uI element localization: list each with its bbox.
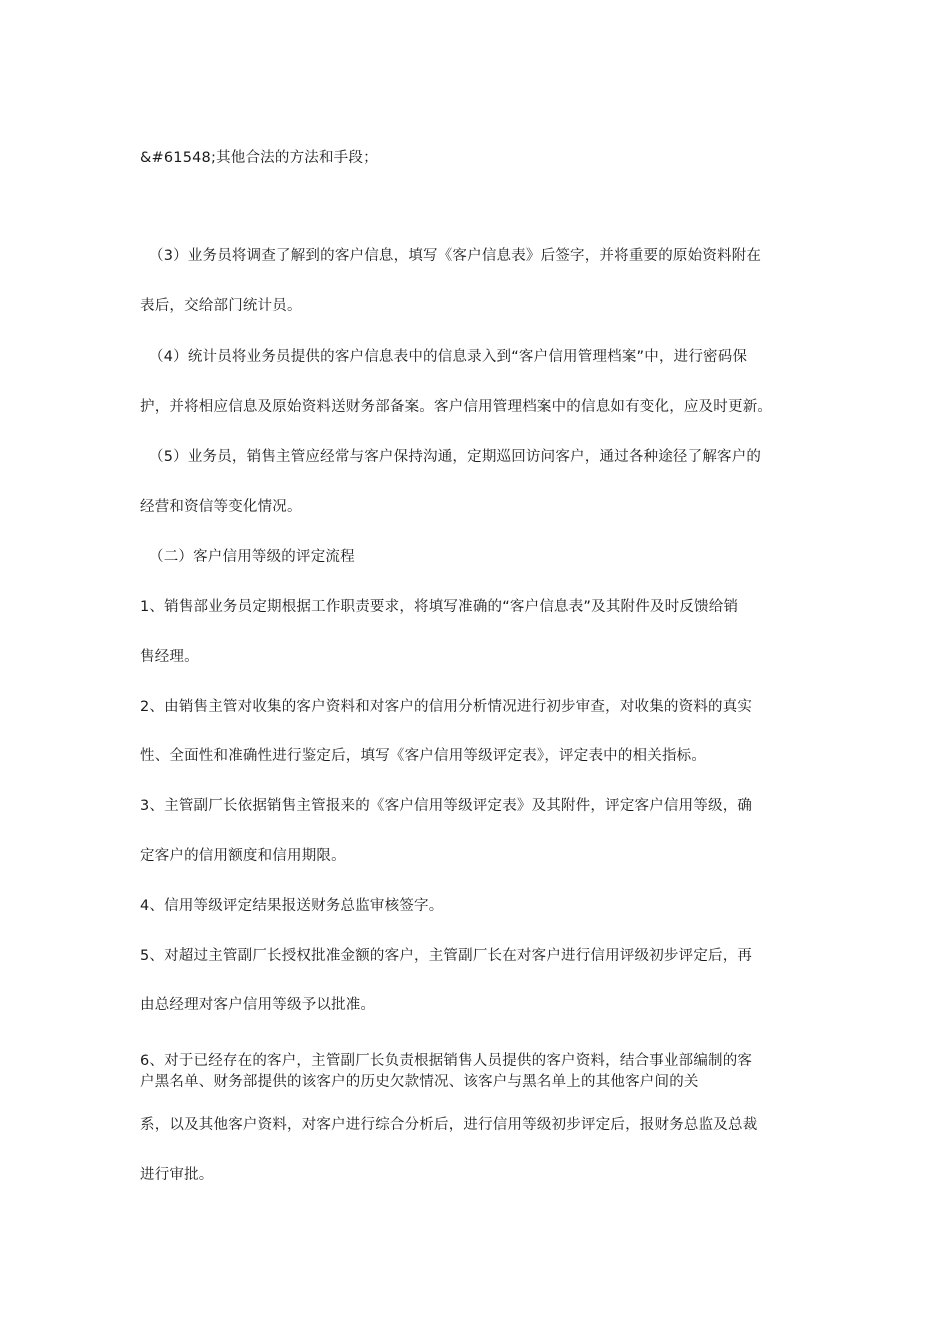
text-line: 性、全面性和准确性进行鉴定后，填写《客户信用等级评定表》，评定表中的相关指标。 — [140, 748, 707, 764]
text-line: 表后，交给部门统计员。 — [140, 298, 302, 314]
text-line: 由总经理对客户信用等级予以批准。 — [140, 997, 376, 1013]
section-heading: （二）客户信用等级的评定流程 — [149, 549, 355, 565]
text-line: （3）业务员将调查了解到的客户信息，填写《客户信息表》后签字，并将重要的原始资料附在 — [149, 248, 762, 264]
text-line: 1、销售部业务员定期根据工作职责要求，将填写准确的“客户信息表”及其附件及时反馈给销 — [140, 599, 739, 615]
text-line: 系，以及其他客户资料，对客户进行综合分析后，进行信用等级初步评定后，报财务总监及总裁 — [140, 1117, 758, 1133]
text-line: 定客户的信用额度和信用期限。 — [140, 848, 346, 864]
text-line: （4）统计员将业务员提供的客户信息表中的信息录入到“客户信用管理档案”中，进行密码保 — [149, 349, 748, 365]
text-line: 户黑名单、财务部提供的该客户的历史欠款情况、该客户与黑名单上的其他客户间的关 — [140, 1074, 699, 1090]
text-line: 进行审批。 — [140, 1167, 214, 1183]
text-line: （5）业务员，销售主管应经常与客户保持沟通，定期巡回访问客户，通过各种途径了解客户的 — [149, 449, 762, 465]
text-line: 4、信用等级评定结果报送财务总监审核签字。 — [140, 898, 444, 914]
text-line: 3、主管副厂长依据销售主管报来的《客户信用等级评定表》及其附件，评定客户信用等级，确 — [140, 798, 753, 814]
text-line: 5、对超过主管副厂长授权批准金额的客户，主管副厂长在对客户进行信用评级初步评定后，再 — [140, 948, 753, 964]
text-line: 6、对于已经存在的客户，主管副厂长负责根据销售人员提供的客户资料，结合事业部编制的客 — [140, 1053, 753, 1069]
text-line: &#61548;其他合法的方法和手段； — [140, 150, 378, 166]
text-line: 2、由销售主管对收集的客户资料和对客户的信用分析情况进行初步审查，对收集的资料的真实 — [140, 699, 753, 715]
text-line: 售经理。 — [140, 649, 199, 665]
text-line: 经营和资信等变化情况。 — [140, 499, 302, 515]
text-line: 护，并将相应信息及原始资料送财务部备案。客户信用管理档案中的信息如有变化，应及时更新。 — [140, 399, 773, 415]
